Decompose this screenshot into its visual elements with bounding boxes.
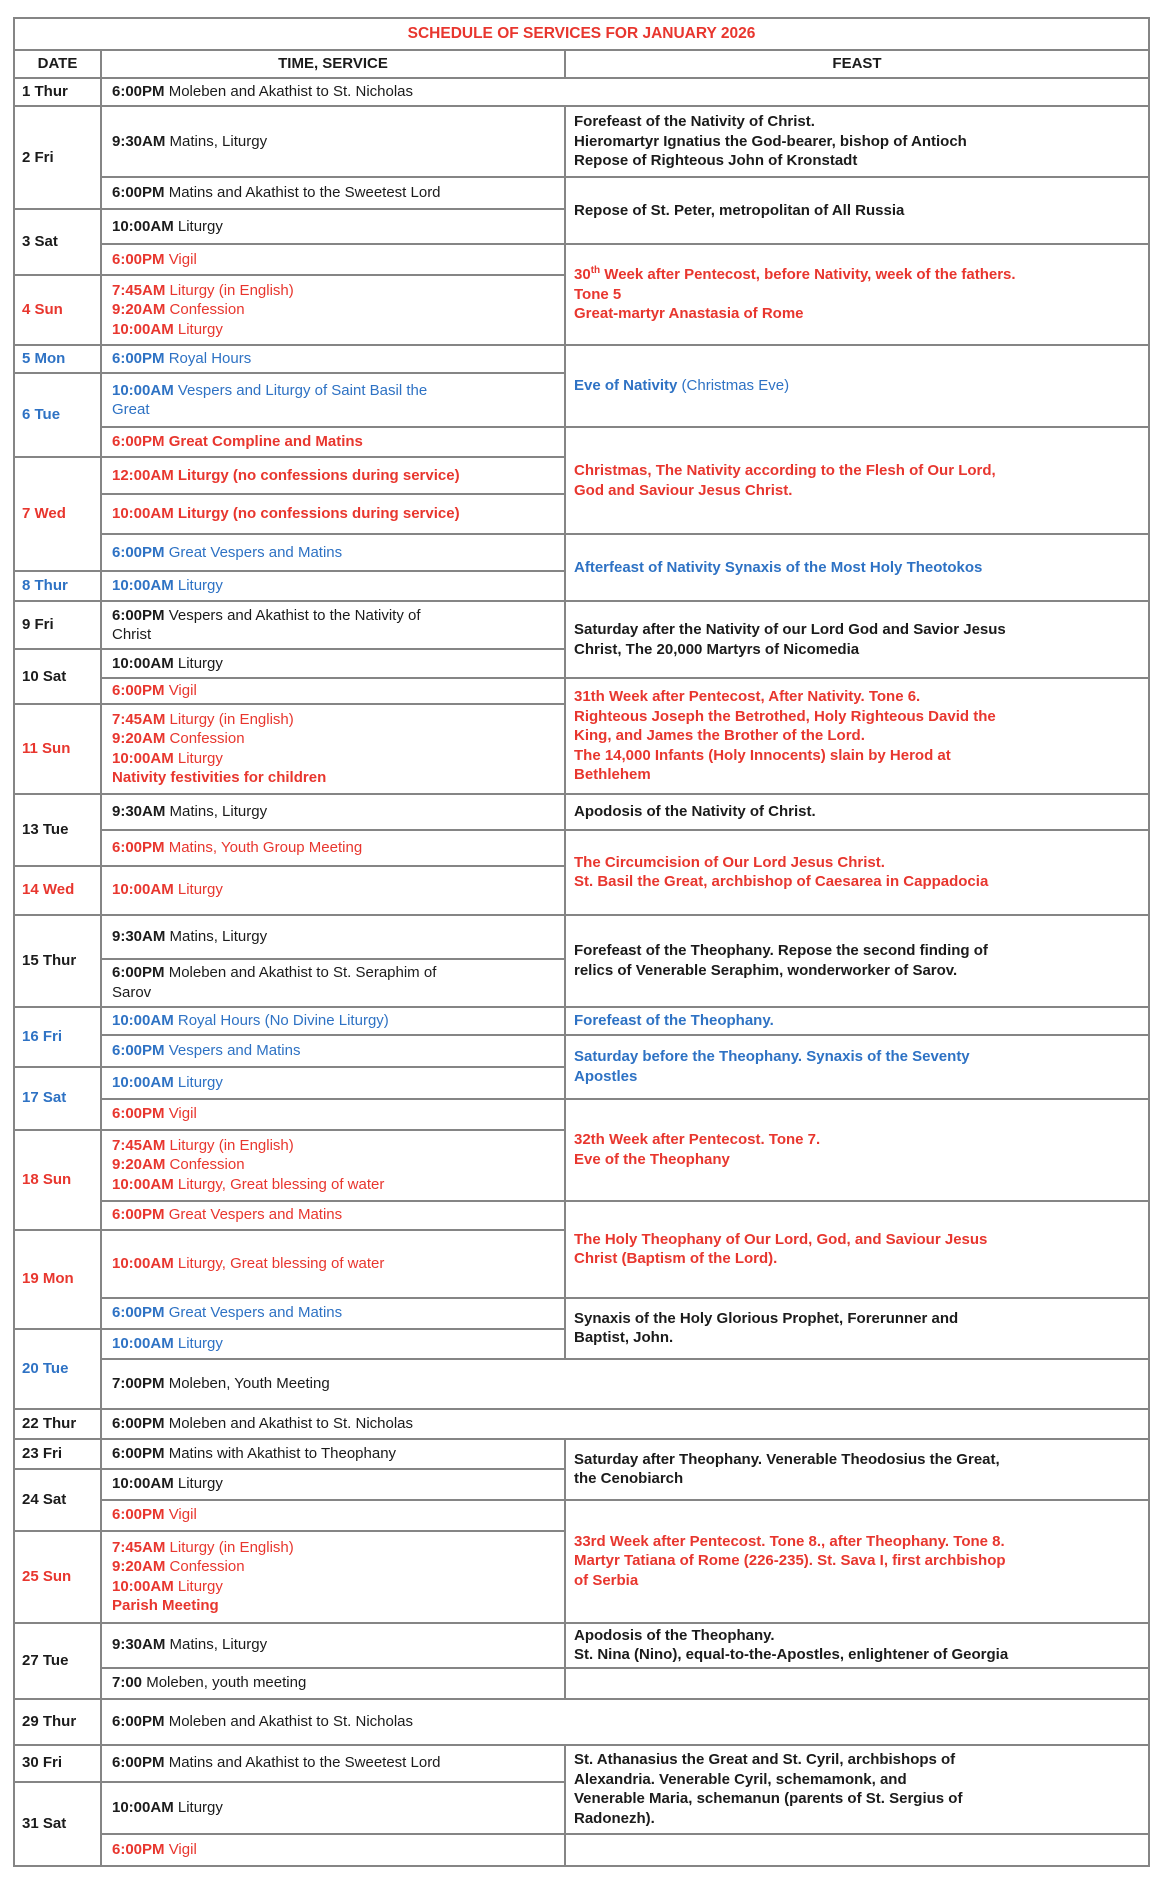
schedule-row [14,1099,1149,1130]
service-line: 9:30AM Matins, Liturgy [112,802,268,820]
feast-line: King, and James the Brother of the Lord. [574,727,865,744]
service-line: Sarov [112,983,152,1001]
schedule-row [14,1298,1149,1329]
service-line: 6:00PM Moleben and Akathist to St. Seraphim of [112,964,437,981]
feast-line: 33rd Week after Pentecost. Tone 8., after Theophany. Tone 8. [574,1532,1005,1550]
feast-cell [565,678,1149,794]
service-line: 10:00AM Liturgy [112,320,223,338]
service-line: 6:00PM Vespers and Akathist to the Nativity of [112,606,421,624]
feast-line: Apodosis of the Theophany. [574,1626,775,1644]
column-header-feast: FEAST [565,50,1149,78]
service-line: Christ [112,626,152,643]
feast-cell [565,1439,1149,1500]
service-line: 9:20AM Confession [112,301,245,319]
date-cell: 4 Sun [14,275,101,345]
feast-cell [565,1668,1149,1699]
date-cell: 11 Sun [14,704,101,794]
service-cell [101,1668,565,1699]
date-cell: 23 Fri [14,1439,101,1469]
feast-line: Apostles [574,1067,638,1085]
schedule-row [14,1500,1149,1531]
service-line: 6:00PM Vigil [112,1840,197,1858]
service-line: 6:00PM Great Vespers and Matins [112,543,343,561]
feast-line: 30th Week after Pentecost, before Nativity, week of the fathers. [574,265,1016,284]
service-cell [101,1230,565,1298]
service-cell [101,1099,565,1130]
service-cell [101,830,565,866]
feast-cell [565,1035,1149,1099]
service-cell [101,1623,565,1668]
service-line: 6:00PM Matins with Akathist to Theophany [112,1444,397,1462]
schedule-row [14,601,1149,649]
date-cell: 6 Tue [14,373,101,457]
feast-line: Baptist, John. [574,1329,674,1346]
feast-cell [565,244,1149,345]
feast-line: Apodosis of the Nativity of Christ. [574,802,816,820]
feast-line: The Holy Theophany of Our Lord, God, and Saviour Jesus [574,1230,988,1248]
date-cell: 22 Thur [14,1409,101,1439]
service-cell [101,1469,565,1500]
service-line: 10:00AM Liturgy, Great blessing of water [112,1254,385,1272]
feast-line: Venerable Maria, schemanun (parents of St. Sergius of [574,1790,963,1807]
schedule-row [14,1745,1149,1782]
service-cell [101,1007,565,1035]
service-line: 10:00AM Liturgy [112,577,223,595]
date-cell: 1 Thur [14,78,101,106]
feast-cell [565,534,1149,601]
feast-cell [565,106,1149,177]
feast-line: relics of Venerable Seraphim, wonderworker of Sarov. [574,961,958,979]
service-cell [101,106,565,177]
feast-cell [565,794,1149,830]
feast-line: 32th Week after Pentecost. Tone 7. [574,1131,821,1148]
feast-line: Saturday before the Theophany. Synaxis of the Seventy [574,1048,970,1065]
schedule-row [14,1201,1149,1230]
service-line: 9:20AM Confession [112,1558,245,1575]
service-cell [101,1834,565,1866]
date-cell: 5 Mon [14,345,101,373]
schedule-table [13,17,1150,1867]
service-cell [101,704,565,794]
date-cell: 3 Sat [14,209,101,275]
service-cell [101,959,565,1007]
service-cell [101,1130,565,1201]
title-row [14,18,1149,50]
feast-cell [565,1099,1149,1201]
service-line: 10:00AM Liturgy [112,654,223,672]
service-cell [101,678,565,704]
service-cell [101,1531,565,1623]
feast-line: Righteous Joseph the Betrothed, Holy Righteous David the [574,707,996,725]
feast-line: Bethlehem [574,766,651,783]
schedule-body [14,78,1149,1866]
service-line: 10:00AM Liturgy [112,1073,223,1091]
schedule-row [14,1439,1149,1469]
service-cell [101,1439,565,1469]
schedule-row [14,1359,1149,1409]
date-cell: 27 Tue [14,1623,101,1699]
feast-line: Synaxis of the Holy Glorious Prophet, Forerunner and [574,1309,959,1327]
feast-line: Repose of St. Peter, metropolitan of All Russia [574,201,905,219]
service-line: 6:00PM Matins, Youth Group Meeting [112,838,363,856]
feast-line: Tone 5 [574,285,622,303]
service-line: 9:30AM Matins, Liturgy [112,132,268,150]
feast-line: Radonezh). [574,1809,655,1827]
service-line: 6:00PM Great Vespers and Matins [112,1304,343,1322]
page-title: SCHEDULE OF SERVICES FOR JANUARY 2026 [14,18,1149,50]
schedule-row [14,678,1149,704]
feast-line: Eve of the Theophany [574,1150,730,1168]
feast-line: The Circumcision of Our Lord Jesus Christ. [574,853,885,871]
schedule-row [14,345,1149,373]
service-cell [101,1035,565,1067]
service-cell [101,1359,1149,1409]
service-cell [101,1409,1149,1439]
feast-line: St. Basil the Great, archbishop of Caesarea in Cappadocia [574,873,989,890]
service-line: 6:00PM Vigil [112,1506,197,1524]
date-cell: 13 Tue [14,794,101,866]
service-line: 10:00AM Liturgy [112,881,223,899]
service-line: 7:45AM Liturgy (in English) [112,281,294,299]
schedule-row [14,794,1149,830]
schedule-row [14,244,1149,275]
service-line: 10:00AM Liturgy [112,1577,223,1595]
service-line: 6:00PM Great Vespers and Matins [112,1206,343,1224]
date-cell: 19 Mon [14,1230,101,1329]
feast-line: Saturday after Theophany. Venerable Theodosius the Great, [574,1450,1000,1468]
schedule-row [14,106,1149,177]
date-cell: 17 Sat [14,1067,101,1130]
schedule-row [14,1699,1149,1745]
schedule-row [14,1623,1149,1668]
feast-line: Great-martyr Anastasia of Rome [574,305,804,323]
schedule-row [14,177,1149,209]
service-cell [101,345,565,373]
schedule-row [14,1834,1149,1866]
service-line: 10:00AM Liturgy, Great blessing of water [112,1175,385,1193]
service-line: Nativity festivities for children [112,769,327,786]
service-cell [101,1298,565,1329]
schedule-row [14,427,1149,457]
service-line: 10:00AM Liturgy [112,749,223,767]
feast-cell [565,1298,1149,1359]
service-cell [101,427,565,457]
date-cell: 14 Wed [14,866,101,915]
schedule-row [14,78,1149,106]
header-row [14,50,1149,78]
feast-line: Afterfeast of Nativity Synaxis of the Most Holy Theotokos [574,558,983,576]
feast-cell [565,1201,1149,1298]
service-line: 6:00PM Royal Hours [112,350,252,368]
feast-line: Repose of Righteous John of Kronstadt [574,152,858,170]
feast-line: St. Nina (Nino), equal-to-the-Apostles, enlightener of Georgia [574,1646,1009,1663]
service-line: 10:00AM Liturgy [112,1475,223,1493]
date-cell: 15 Thur [14,915,101,1007]
service-line: 10:00AM Vespers and Liturgy of Saint Basil the [112,381,428,399]
service-line: 7:00PM Moleben, Youth Meeting [112,1374,330,1392]
service-line: 6:00PM Vigil [112,250,197,268]
service-cell [101,1201,565,1230]
date-cell: 10 Sat [14,649,101,704]
date-cell: 31 Sat [14,1782,101,1866]
date-cell: 2 Fri [14,106,101,209]
column-header-date: DATE [14,50,101,78]
service-cell [101,601,565,649]
service-line: 10:00AM Liturgy [112,1334,223,1352]
feast-line: of Serbia [574,1571,639,1589]
service-cell [101,794,565,830]
feast-line: Hieromartyr Ignatius the God-bearer, bishop of Antioch [574,132,967,150]
service-cell [101,78,1149,106]
date-cell: 9 Fri [14,601,101,649]
service-cell [101,649,565,678]
feast-line: the Cenobiarch [574,1470,684,1487]
feast-cell [565,1007,1149,1035]
feast-cell [565,427,1149,534]
service-line: 12:00AM Liturgy (no confessions during service) [112,466,460,484]
service-cell [101,534,565,571]
service-cell [101,494,565,534]
schedule-row [14,830,1149,866]
feast-line: Forefeast of the Theophany. Repose the second finding of [574,942,988,959]
service-cell [101,177,565,209]
service-line: 6:00PM Matins and Akathist to the Sweetest Lord [112,1754,441,1772]
service-cell [101,1500,565,1531]
schedule-row [14,534,1149,571]
feast-cell [565,1500,1149,1623]
feast-cell [565,915,1149,1007]
feast-line: The 14,000 Infants (Holy Innocents) slain by Herod at [574,746,951,764]
service-cell [101,209,565,244]
schedule-row [14,1035,1149,1067]
feast-line: God and Saviour Jesus Christ. [574,481,793,499]
date-cell: 29 Thur [14,1699,101,1745]
feast-cell [565,830,1149,915]
service-line: 9:30AM Matins, Liturgy [112,927,268,945]
service-line: Great [112,401,150,418]
service-line: 10:00AM Royal Hours (No Divine Liturgy) [112,1011,389,1029]
feast-cell [565,1834,1149,1866]
service-line: 7:00 Moleben, youth meeting [112,1674,307,1692]
service-cell [101,1699,1149,1745]
feast-cell [565,1745,1149,1834]
service-cell [101,275,565,345]
service-cell [101,244,565,275]
feast-line: St. Athanasius the Great and St. Cyril, archbishops of [574,1751,956,1768]
service-line: Parish Meeting [112,1597,219,1614]
feast-line: Forefeast of the Theophany. [574,1011,774,1029]
service-line: 10:00AM Liturgy (no confessions during service) [112,505,460,523]
service-line: 6:00PM Moleben and Akathist to St. Nicholas [112,1414,414,1432]
feast-cell [565,601,1149,678]
service-line: 6:00PM Moleben and Akathist to St. Nicholas [112,83,414,101]
date-cell: 8 Thur [14,571,101,601]
service-cell [101,1067,565,1099]
date-cell: 30 Fri [14,1745,101,1782]
date-cell: 16 Fri [14,1007,101,1067]
feast-line: Eve of Nativity (Christmas Eve) [574,377,790,395]
feast-cell [565,177,1149,244]
service-cell [101,1329,565,1359]
feast-cell [565,1623,1149,1668]
service-cell [101,1782,565,1834]
service-line: 6:00PM Vigil [112,682,197,699]
feast-line: Alexandria. Venerable Cyril, schemamonk, and [574,1770,907,1788]
date-cell: 20 Tue [14,1329,101,1409]
service-cell [101,373,565,427]
service-cell [101,915,565,959]
service-cell [101,866,565,915]
feast-line: Martyr Tatiana of Rome (226-235). St. Sava I, first archbishop [574,1552,1006,1570]
date-cell: 24 Sat [14,1469,101,1531]
feast-line: 31th Week after Pentecost, After Nativity. Tone 6. [574,688,921,705]
service-line: 9:20AM Confession [112,730,245,747]
date-cell: 25 Sun [14,1531,101,1623]
service-cell [101,571,565,601]
feast-line: Christ, The 20,000 Martyrs of Nicomedia [574,640,860,658]
service-line: 7:45AM Liturgy (in English) [112,1136,294,1154]
schedule-row [14,1007,1149,1035]
feast-cell [565,345,1149,427]
service-line: 6:00PM Vespers and Matins [112,1041,301,1059]
feast-line: Christ (Baptism of the Lord). [574,1250,778,1267]
service-line: 6:00PM Great Compline and Matins [112,433,363,451]
schedule-row [14,1668,1149,1699]
service-line: 6:00PM Vigil [112,1105,197,1123]
date-cell: 7 Wed [14,457,101,571]
service-line: 7:45AM Liturgy (in English) [112,710,294,728]
service-line: 10:00AM Liturgy [112,1798,223,1816]
date-cell: 18 Sun [14,1130,101,1230]
service-cell [101,1745,565,1782]
service-line: 6:00PM Matins and Akathist to the Sweetest Lord [112,184,441,202]
feast-line: Forefeast of the Nativity of Christ. [574,113,815,131]
service-line: 6:00PM Moleben and Akathist to St. Nicholas [112,1712,414,1730]
schedule-row [14,1409,1149,1439]
service-line: 10:00AM Liturgy [112,217,223,235]
schedule-row [14,915,1149,959]
service-cell [101,457,565,494]
service-line: 9:30AM Matins, Liturgy [112,1636,268,1654]
feast-line: Saturday after the Nativity of our Lord God and Savior Jesus [574,621,1006,638]
service-line: 9:20AM Confession [112,1156,245,1174]
feast-line: Christmas, The Nativity according to the Flesh of Our Lord, [574,462,996,479]
service-line: 7:45AM Liturgy (in English) [112,1538,294,1556]
column-header-time-service: TIME, SERVICE [101,50,565,78]
